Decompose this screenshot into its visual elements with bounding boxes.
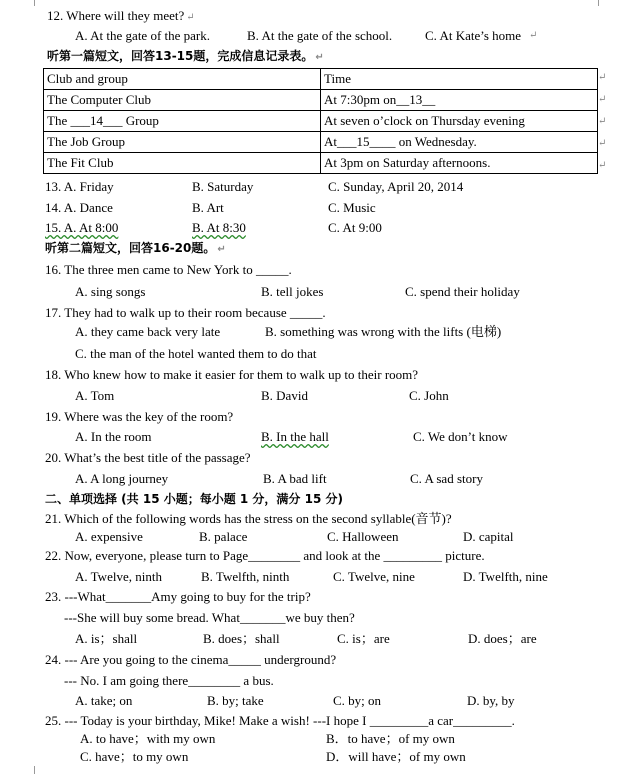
q16-options: A. sing songs B. tell jokes C. spend their holiday [75,284,520,299]
table-header-cell: Time [321,69,598,90]
row-end-mark: ↵ [598,72,607,83]
question-20: 20. What’s the best title of the passage? [45,450,251,465]
section-heading-1: 听第一篇短文，回答13-15题，完成信息记录表。 ↵ [47,49,324,63]
question-24-line-2: --- No. I am going there________ a bus. [64,673,274,688]
question-23: 23. ---What_______Amy going to buy for the trip? [45,589,311,604]
row-end-mark: ↵ [598,116,607,127]
info-record-table [43,68,598,174]
section-heading-3: 二、单项选择 (共 15 小题；每小题 1 分，满分 15 分) [45,492,343,506]
table-cell: At 7:30pm on__13__ [321,90,598,111]
question-14: 14. A. Dance B. Art C. Music [45,200,376,215]
q17-options: A. they came back very late B. something was wrong with the lifts (电梯) [75,324,502,339]
row-end-mark: ↵ [598,160,607,171]
table-header-cell: Club and group [44,69,321,90]
question-15: 15. A. At 8:00 B. At 8:30 C. At 9:00 [45,220,382,235]
table-row [44,90,598,111]
table-cell: At 3pm on Saturday afternoons. [321,153,598,174]
table-cell: At seven o’clock on Thursday evening [321,111,598,132]
table-header-row [44,69,598,90]
question-24: 24. --- Are you going to the cinema_____ underground? [45,652,337,667]
table-cell: At___15____ on Wednesday. [321,132,598,153]
question-18: 18. Who knew how to make it easier for them to walk up to their room? [45,367,419,382]
crop-mark-top-left [28,0,35,6]
q24-options: A. take; on B. by; take C. by; on D. by, by [75,693,515,708]
table-cell: The ___14___ Group [44,111,321,132]
q12-options: A. At the gate of the park. B. At the gate of the school. C. At Kate’s home ↵ [75,28,538,43]
table-cell: The Job Group [44,132,321,153]
question-12: 12. Where will they meet? ↵ [47,8,195,23]
q21-options: A. expensive B. palace C. Halloween D. capital [75,529,514,544]
q25-options-row-1: A. to have；with my own B．to have；of my own [80,731,455,746]
table-cell: The Fit Club [44,153,321,174]
question-25: 25. --- Today is your birthday, Mike! Make a wish! ---I hope I _________a car_________. [45,713,515,728]
table-row [44,111,598,132]
question-21: 21. Which of the following words has the stress on the second syllable(音节)? [45,511,452,526]
q20-options: A. A long journey B. A bad lift C. A sad story [75,471,483,486]
table-row [44,153,598,174]
table-cell: The Computer Club [44,90,321,111]
crop-mark-bottom-left [28,766,35,774]
q23-options: A. is；shall B. does；shall C. is；are D. does；are [75,631,537,646]
row-end-mark: ↵ [598,138,607,149]
question-23-line-2: ---She will buy some bread. What_______we buy then? [64,610,355,625]
question-19: 19. Where was the key of the room? [45,409,234,424]
question-13: 13. A. Friday B. Saturday C. Sunday, April 20, 2014 [45,179,464,194]
q22-options: A. Twelve, ninth B. Twelfth, ninth C. Twelve, nine D. Twelfth, nine [75,569,548,584]
question-17: 17. They had to walk up to their room because _____. [45,305,326,320]
q25-options-row-2: C. have；to my own D．will have；of my own [80,749,466,764]
section-heading-2: 听第二篇短文，回答16-20题。 ↵ [45,241,226,255]
question-22: 22. Now, everyone, please turn to Page________ and look at the _________ picture. [45,548,485,563]
row-end-mark: ↵ [598,94,607,105]
q19-options: A. In the room B. In the hall C. We don’t know [75,429,508,444]
q18-options: A. Tom B. David C. John [75,388,449,403]
crop-mark-top-right [598,0,605,6]
table-row [44,132,598,153]
question-16: 16. The three men came to New York to _____. [45,262,292,277]
q17-option-c: C. the man of the hotel wanted them to do that [75,346,317,361]
